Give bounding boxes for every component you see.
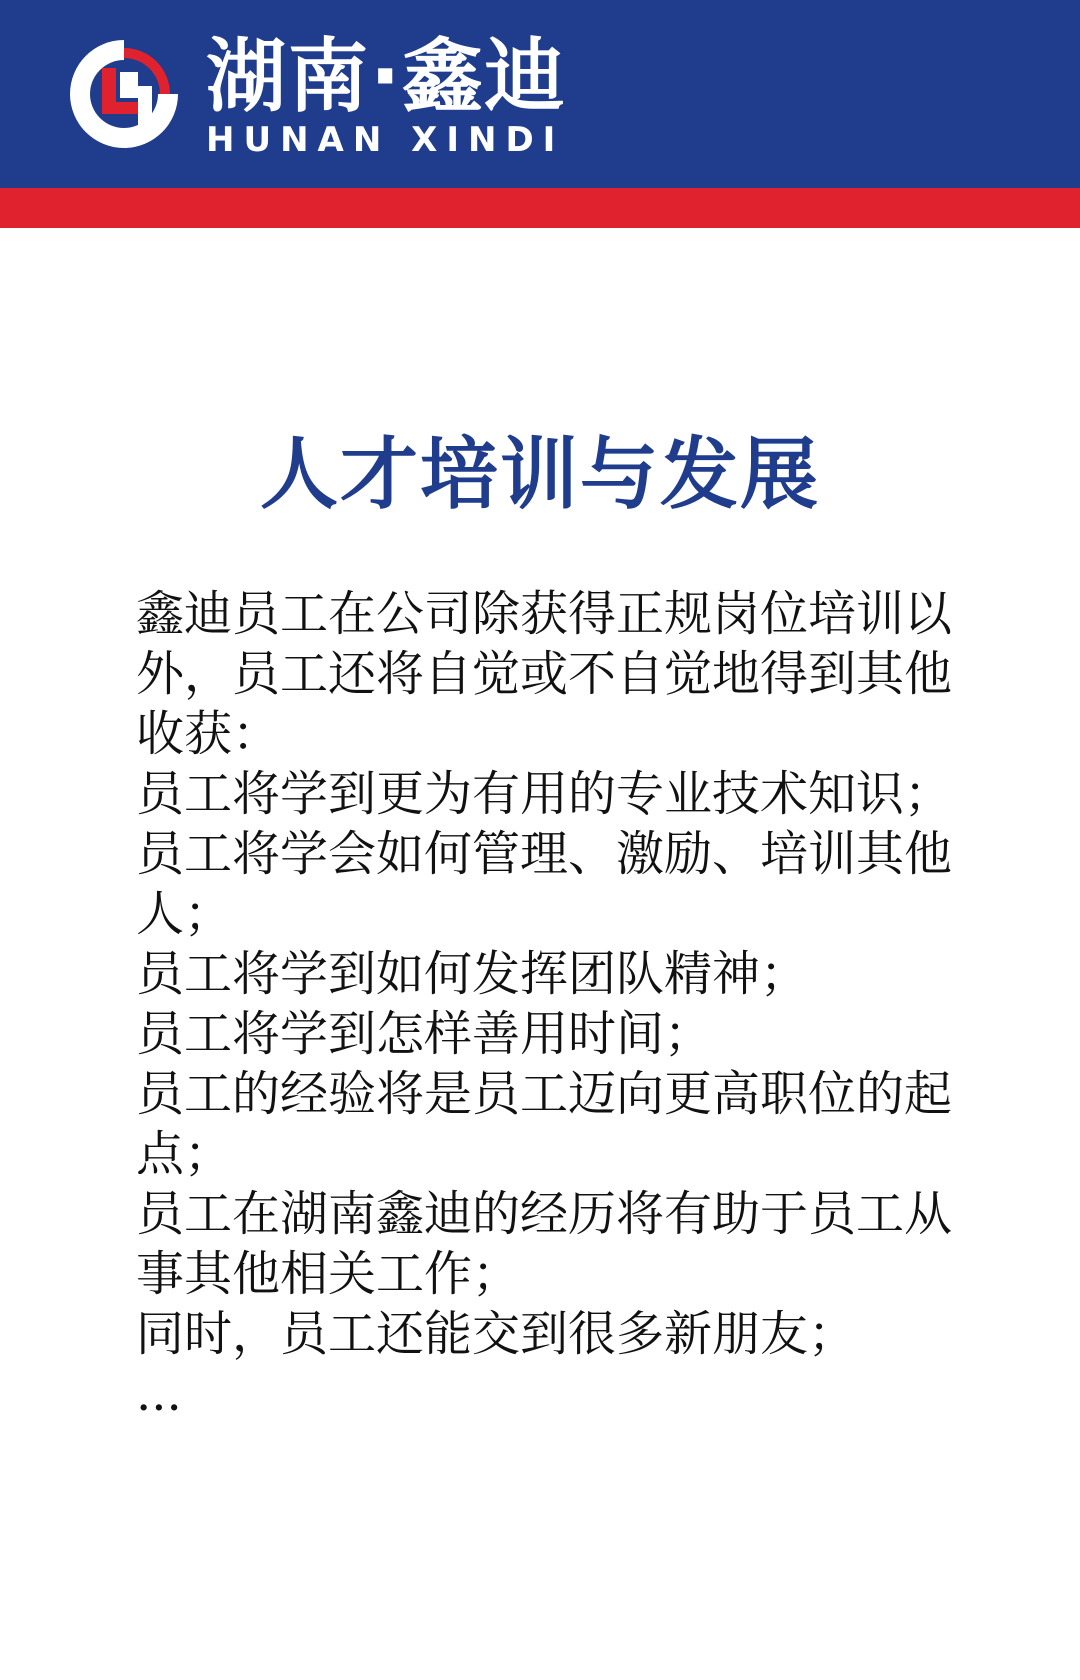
ellipsis: ... — [136, 1366, 182, 1422]
body-text — [136, 584, 986, 1424]
list-item: 员工在湖南鑫迪的经历将有助于员工从事其他相关工作； — [136, 1186, 953, 1302]
page-title: 人才培训与发展 — [259, 430, 820, 521]
list-item: 员工将学到怎样善用时间； — [136, 1006, 713, 1062]
list-item: 同时，员工还能交到很多新朋友； — [136, 1306, 857, 1362]
header-bar — [0, 0, 1080, 188]
list-item: 员工的经验将是员工迈向更高职位的起点； — [136, 1066, 953, 1182]
red-accent-strip — [0, 188, 1080, 228]
xindi-logo-icon — [64, 34, 184, 154]
brand-chinese-name: 湖南·鑫迪 — [206, 30, 567, 123]
list-item: 员工将学到如何发挥团队精神； — [136, 946, 809, 1002]
intro-paragraph: 鑫迪员工在公司除获得正规岗位培训以外，员工还将自觉或不自觉地得到其他收获： — [136, 586, 953, 762]
brand-logo-text — [206, 30, 567, 160]
list-item: 员工将学到更为有用的专业技术知识； — [136, 766, 953, 822]
brand-english-name: HUNAN XINDI — [206, 120, 565, 160]
list-item: 员工将学会如何管理、激励、培训其他人； — [136, 826, 953, 942]
